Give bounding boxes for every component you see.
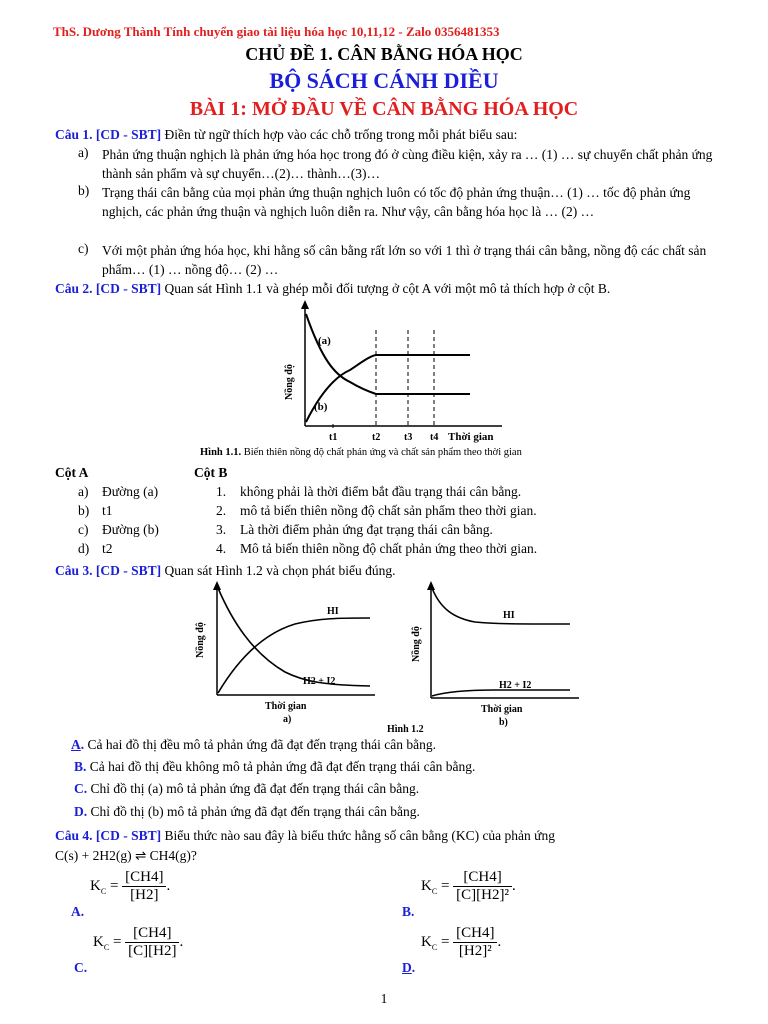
- colB-1-text: không phải là thời điểm bắt đầu trạng thái cân bằng.: [240, 484, 522, 499]
- figure-1-2: [195, 578, 585, 736]
- colB-3-num: 3.: [216, 522, 227, 537]
- q1-b-text: Trạng thái cân bằng của mọi phản ứng thuận nghịch luôn có tốc độ phản ứng thuận… (1) … tốc độ phản ứng nghịch, các phản ứng thuận và nghịch luôn diễn ra. Như vậy, cân bằng hóa học là … (2) …: [102, 185, 691, 219]
- colA-b-text: t1: [102, 503, 113, 518]
- q2-text: Quan sát Hình 1.1 và ghép mỗi đối tượng ở cột A với một mô tả thích hợp ở cột B.: [161, 281, 611, 296]
- fig11-t4: t4: [430, 432, 439, 443]
- q4-formula-b: $K_C$ = $\frac{[CH4]}{\text{[C][H2]²}}$ .: [421, 869, 516, 903]
- figure-1-1: [270, 300, 510, 448]
- q1-b-letter: b): [78, 183, 90, 198]
- colB-2-text: mô tả biến thiên nồng độ chất sản phẩm theo thời gian.: [240, 503, 537, 518]
- colA-c-text: Đường (b): [102, 522, 159, 537]
- q3-option-a: A. Cả hai đồ thị đều mô tả phản ứng đã đạt đến trạng thái cân bằng.: [71, 737, 436, 752]
- colB-2-num: 2.: [216, 503, 227, 518]
- fig12b-ylabel: Nồng độ: [411, 626, 422, 662]
- fig11-curve-b: (b): [314, 401, 328, 413]
- colA-a-text: Đường (a): [102, 484, 159, 499]
- lesson-title: BÀI 1: MỞ ĐẦU VỀ CÂN BẰNG HÓA HỌC: [189, 98, 579, 120]
- q1-c-letter: c): [78, 241, 89, 256]
- q4-formula-d: $K_C$ = $\frac{[CH4]}{\text{[H2]²}}$ .: [421, 925, 502, 959]
- fig12a-sublabel: a): [283, 714, 292, 725]
- fig11-curve-a: (a): [318, 335, 331, 347]
- q1-label: Câu 1. [CD - SBT]: [55, 127, 162, 142]
- topic-title: CHỦ ĐỀ 1. CÂN BẰNG HÓA HỌC: [245, 44, 523, 64]
- q4-formula-c: $K_C$ = $\frac{[CH4]}{[C][H2]}$ .: [93, 925, 184, 959]
- colA-d-letter: d): [78, 541, 90, 556]
- q3-text: Quan sát Hình 1.2 và chọn phát biểu đúng.: [161, 563, 396, 578]
- fig12a-hi: HI: [327, 606, 339, 617]
- q4-option-d-letter: D.: [402, 960, 416, 975]
- book-title: BỘ SÁCH CÁNH DIỀU: [269, 68, 499, 93]
- q3-option-d: D. Chỉ đồ thị (b) mô tả phản ứng đã đạt đến trạng thái cân bằng.: [74, 804, 420, 819]
- col-b-title: Cột B: [194, 465, 228, 480]
- q4-reaction: C(s) + 2H2(g) ⇌ CH4(g)?: [55, 848, 197, 863]
- colB-4-num: 4.: [216, 541, 227, 556]
- q3-option-c: C. Chỉ đồ thị (a) mô tả phản ứng đã đạt đến trạng thái cân bằng.: [74, 781, 420, 796]
- q4-option-c-letter: C.: [74, 960, 88, 975]
- fig12a-xlabel: Thời gian: [265, 701, 307, 712]
- fig12a-h2i2: H2 + I2: [303, 676, 336, 687]
- q1-a-text: Phản ứng thuận nghịch là phản ứng hóa học trong đó ở cùng điều kiện, xảy ra … (1) … sự chuyển chất phản ứng thành sản phẩm và sự chuyển…(2)… thành…(3)…: [102, 147, 713, 181]
- q3-label: Câu 3. [CD - SBT]: [55, 563, 162, 578]
- fig11-xlabel: Thời gian: [448, 431, 494, 443]
- colA-b-letter: b): [78, 503, 90, 518]
- q4-option-b-letter: B.: [402, 904, 415, 919]
- colA-c-letter: c): [78, 522, 89, 537]
- q1-c-text: Với một phản ứng hóa học, khi hằng số cân bằng rất lớn so với 1 thì ở trạng thái cân bằng, nồng độ các chất sản phẩm… (1) … nồng độ… (2) …: [102, 243, 707, 277]
- fig12b-h2i2: H2 + I2: [499, 680, 532, 691]
- q4-formula-a: $K_C$ = $\frac{[CH4]}{[H2]}$ .: [90, 869, 171, 903]
- q1-text: Điền từ ngữ thích hợp vào các chỗ trống trong mỗi phát biểu sau:: [161, 127, 518, 142]
- fig12a-ylabel: Nồng độ: [195, 622, 206, 658]
- header-line: ThS. Dương Thành Tính chuyển giao tài liệu hóa học 10,11,12 - Zalo 0356481353: [53, 24, 500, 39]
- q3-option-b: B. Cả hai đồ thị đều không mô tả phản ứng đã đạt đến trạng thái cân bằng.: [74, 759, 476, 774]
- q2-label: Câu 2. [CD - SBT]: [55, 281, 162, 296]
- page-number: 1: [380, 991, 388, 1006]
- colA-a-letter: a): [78, 484, 89, 499]
- colB-4-text: Mô tả biến thiên nồng độ chất phản ứng theo thời gian.: [240, 541, 538, 556]
- fig12-caption: Hình 1.2: [387, 724, 424, 735]
- q4-option-a-letter: A.: [71, 904, 85, 919]
- fig12b-xlabel: Thời gian: [481, 704, 523, 715]
- fig12b-sublabel: b): [499, 717, 508, 728]
- col-a-title: Cột A: [55, 465, 89, 480]
- q4-stem: [55, 826, 725, 845]
- colB-1-num: 1.: [216, 484, 227, 499]
- q2-stem: [55, 279, 725, 298]
- fig11-ylabel: Nồng độ: [284, 364, 295, 400]
- fig11-t2: t2: [372, 432, 381, 443]
- q4-text: Biểu thức nào sau đây là biểu thức hằng số cân bằng (KC) của phản ứng: [161, 828, 555, 843]
- q1-stem: [55, 125, 725, 144]
- fig12b-hi: HI: [503, 610, 515, 621]
- fig11-t3: t3: [404, 432, 413, 443]
- fig11-caption: Hình 1.1. Biến thiên nồng độ chất phản ứng và chất sản phẩm theo thời gian: [200, 447, 522, 458]
- fig11-t1: t1: [329, 432, 338, 443]
- q1-a-letter: a): [78, 145, 89, 160]
- q4-label: Câu 4. [CD - SBT]: [55, 828, 162, 843]
- colA-d-text: t2: [102, 541, 113, 556]
- colB-3-text: Là thời điểm phản ứng đạt trạng thái cân bằng.: [240, 522, 493, 537]
